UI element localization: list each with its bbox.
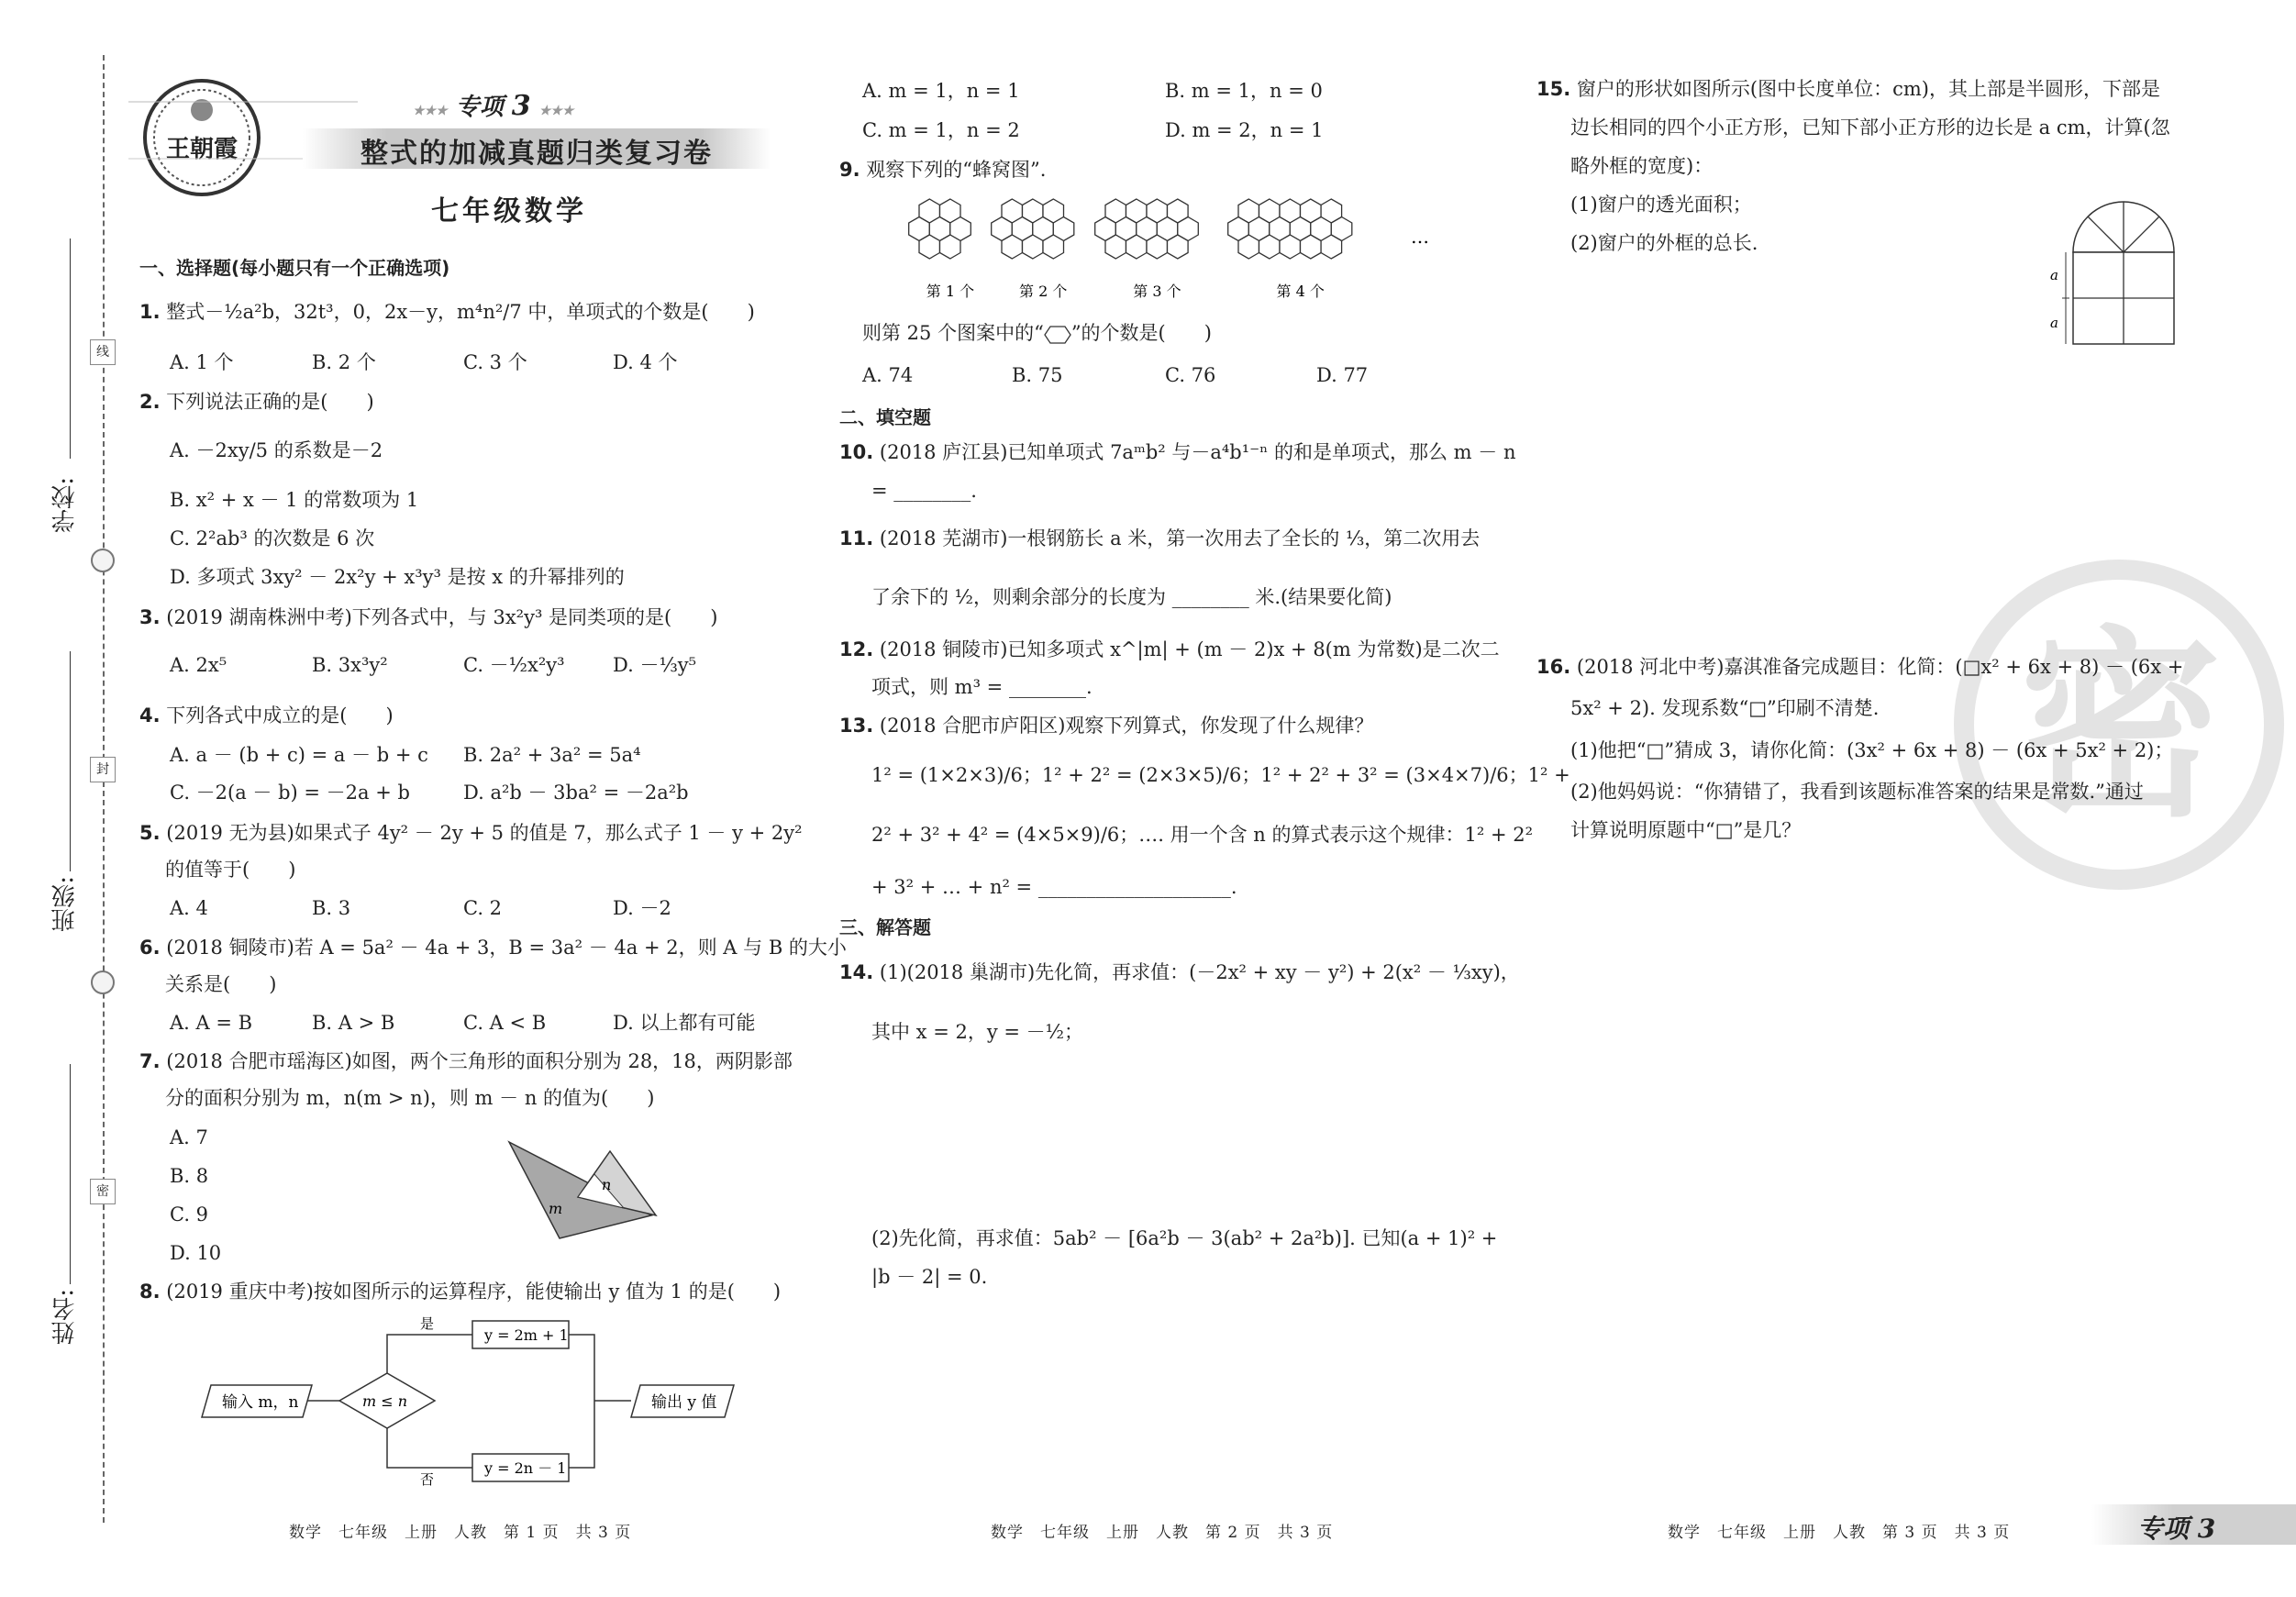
q1-text: 整式－½a²b，32t³，0，2x－y，m⁴n²/7 中，单项式的个数是( ) <box>166 301 755 323</box>
q13-line-2: 2² + 3² + 4² = (4×5×9)/6；…. 用一个含 n 的算式表示这个规律：1² + 2² <box>871 824 1534 846</box>
q8-option-a: A. m = 1，n = 1 <box>862 80 1020 102</box>
honeycomb-cell <box>1002 235 1023 259</box>
honeycomb-cell <box>1126 235 1148 259</box>
q12-num: 12. <box>839 638 874 660</box>
q12-text: (2018 铜陵市)已知多项式 x^|m| + (m － 2)x + 8(m 为常数)是二次二 <box>879 638 1500 660</box>
q11-text: (2018 芜湖市)一根钢筋长 a 米，第一次用去了全长的 ⅓，第二次用去 <box>879 527 1481 549</box>
q9-text-2 <box>862 319 1212 347</box>
q3-option-c: C. －½x²y³ <box>463 654 565 676</box>
q4-num: 4. <box>139 704 161 726</box>
q2-text: 下列说法正确的是( ) <box>166 391 374 413</box>
q7-option-a: A. 7 <box>170 1126 208 1148</box>
fig-label-a-1: a <box>2050 267 2058 283</box>
q14-part-1b: 其中 x = 2，y = －½； <box>871 1021 1083 1043</box>
fig-label-a-2: a <box>2050 315 2058 331</box>
q14-part-1: (1)(2018 巢湖市)先化简，再求值：(－2x² + xy － y²) + 2(x² － ⅓xy)， <box>879 961 1520 983</box>
page-title: 整式的加减真题归类复习卷 <box>360 138 713 170</box>
honeycomb-cell <box>940 235 961 259</box>
q13-line-1: 1² = (1×2×3)/6；1² + 2² = (2×3×5)/6；1² + 2² + 3² = (3×4×7)/6；1² + <box>871 764 1570 786</box>
q13-text: (2018 合肥市庐阳区)观察下列算式，你发现了什么规律？ <box>879 715 1374 737</box>
q9-option-a: A. 74 <box>862 364 914 386</box>
q9-option-d: D. 77 <box>1316 364 1369 386</box>
q5-num: 5. <box>139 822 161 844</box>
honeycomb-cell <box>919 235 940 259</box>
q9-option-b: B. 75 <box>1012 364 1063 386</box>
q6-option-c: C. A < B <box>463 1012 547 1034</box>
honeycomb-cell <box>1023 235 1044 259</box>
q16 <box>1536 653 2183 681</box>
q8-option-c: C. m = 1，n = 2 <box>862 119 1020 141</box>
q16-text: (2018 河北中考)嘉淇准备完成题目：化简：(□x² + 6x + 8) － (6x + <box>1576 656 2184 678</box>
q3 <box>139 604 717 631</box>
q5 <box>139 819 803 847</box>
q2-num: 2. <box>139 391 161 413</box>
q1-option-a: A. 1 个 <box>170 351 234 373</box>
q4-text: 下列各式中成立的是( ) <box>166 704 394 726</box>
q11-num: 11. <box>839 527 874 549</box>
name-label: 姓名: <box>51 1289 79 1345</box>
q1-option-c: C. 3 个 <box>463 351 527 373</box>
honeycomb-label: 第 1 个 <box>926 283 975 300</box>
honeycomb-label: 第 2 个 <box>1019 283 1068 300</box>
q14-num: 14. <box>839 961 874 983</box>
q9-text: 观察下列的“蜂窝图”. <box>866 159 1047 181</box>
q15-sub-2: (2)窗户的外框的总长. <box>1570 232 1758 254</box>
honeycomb-cell <box>1280 235 1301 259</box>
flow-no-box: y = 2n － 1 <box>484 1459 567 1477</box>
q4-option-a: A. a － (b + c) = a － b + c <box>170 744 428 766</box>
honeycomb-cell <box>1147 235 1168 259</box>
class-underline <box>70 651 71 871</box>
q8 <box>139 1278 781 1305</box>
q5-option-d: D. －2 <box>613 897 671 919</box>
q9-num: 9. <box>839 159 860 181</box>
footer-page-2: 数学 七年级 上册 人教 第 2 页 共 3 页 <box>991 1524 1334 1542</box>
q2-option-b: B. x² + x － 1 的常数项为 1 <box>170 489 419 511</box>
special-header <box>413 88 573 122</box>
q13 <box>839 712 1373 739</box>
q5-option-c: C. 2 <box>463 897 503 919</box>
q7-option-b: B. 8 <box>170 1165 209 1187</box>
q3-num: 3. <box>139 606 161 628</box>
class-label: 班级: <box>51 876 79 932</box>
name-underline <box>70 1064 71 1284</box>
stamp-text: 密 <box>2019 609 2222 844</box>
q16-sub-3: 计算说明原题中“□”是几？ <box>1570 819 1802 841</box>
q9-option-c: C. 76 <box>1165 364 1216 386</box>
q16-sub-1: (1)他把“□”猜成 3，请你化简：(3x² + 6x + 8) － (6x + 5x² + 2)； <box>1570 739 2174 761</box>
q12-text-2: 项式，则 m³ = ________. <box>871 676 1093 698</box>
binding-hole-1 <box>91 549 115 572</box>
school-label: 学校: <box>51 477 79 533</box>
q15-window-figure <box>2046 188 2183 353</box>
q3-option-a: A. 2x⁵ <box>170 654 227 676</box>
flow-yes-box: y = 2m + 1 <box>484 1326 569 1344</box>
q16-text-2: 5x² + 2). 发现系数“□”印刷不清楚. <box>1570 697 1880 719</box>
flow-condition: m ≤ n <box>362 1392 408 1410</box>
q6 <box>139 934 847 961</box>
q15-num: 15. <box>1536 78 1571 100</box>
binding-mark-3: 密 <box>90 1179 116 1204</box>
stars-left: ★★★ <box>413 104 448 118</box>
q1-option-b: B. 2 个 <box>312 351 376 373</box>
q2-option-c: C. 2²ab³ 的次数是 6 次 <box>170 527 375 549</box>
q11-text-2: 了余下的 ½，则剩余部分的长度为 ________ 米.(结果要化简) <box>871 586 1392 608</box>
honeycomb-cell <box>1321 235 1342 259</box>
q16-num: 16. <box>1536 656 1571 678</box>
q10-text: (2018 庐江县)已知单项式 7aᵐb² 与－a⁴b¹⁻ⁿ 的和是单项式，那么 m － n <box>879 441 1516 463</box>
logo-text: 王朝霞 <box>165 136 238 163</box>
q4-option-d: D. a²b － 3ba² = －2a²b <box>463 782 689 804</box>
q1-option-d: D. 4 个 <box>613 351 678 373</box>
q10 <box>839 438 1515 466</box>
q2-option-a: A. －2xy/5 的系数是－2 <box>170 439 383 461</box>
q5-text: (2019 无为县)如果式子 4y² － 2y + 5 的值是 7，那么式子 1 － y + 2y² <box>166 822 803 844</box>
q9-honeycomb-figure <box>908 188 1459 316</box>
q15-sub-1: (1)窗户的透光面积； <box>1570 194 1752 216</box>
q4-option-b: B. 2a² + 3a² = 5a⁴ <box>463 744 641 766</box>
q6-option-d: D. 以上都有可能 <box>613 1012 756 1034</box>
flow-input: 输入 m，n <box>222 1393 299 1412</box>
q14-part-2: (2)先化简，再求值：5ab² － [6a²b － 3(ab² + 2a²b)]. 已知(a + 1)² + <box>871 1227 1498 1249</box>
q9 <box>839 156 1046 183</box>
q8-option-b: B. m = 1，n = 0 <box>1165 80 1323 102</box>
q12 <box>839 636 1500 663</box>
flow-yes: 是 <box>420 1315 435 1332</box>
q2 <box>139 388 374 416</box>
q3-text: (2019 湖南株洲中考)下列各式中，与 3x²y³ 是同类项的是( ) <box>166 606 718 628</box>
honeycomb-label: 第 4 个 <box>1276 283 1325 300</box>
honeycomb-cell <box>1105 235 1126 259</box>
q7-triangles-figure <box>495 1133 670 1243</box>
q1-num: 1. <box>139 301 161 323</box>
q7-num: 7. <box>139 1050 161 1072</box>
honeycomb-ellipsis: … <box>1411 226 1429 248</box>
q7 <box>139 1048 793 1075</box>
special-label: 专项 <box>455 94 504 121</box>
q4 <box>139 702 394 729</box>
q2-option-d: D. 多项式 3xy² － 2x²y + x³y³ 是按 x 的升幂排列的 <box>170 566 625 588</box>
flow-no: 否 <box>420 1471 435 1486</box>
stars-right: ★★★ <box>538 104 574 118</box>
q14 <box>839 959 1520 986</box>
q7-text: (2018 合肥市瑶海区)如图，两个三角形的面积分别为 28，18，两阴影部 <box>166 1050 793 1072</box>
q5-option-a: A. 4 <box>170 897 208 919</box>
hexagon-icon <box>1044 325 1071 345</box>
fig-label-m: m <box>549 1200 563 1217</box>
q8-text: (2019 重庆中考)按如图所示的运算程序，能使输出 y 值为 1 的是( ) <box>166 1281 782 1303</box>
q6-option-b: B. A > B <box>312 1012 395 1034</box>
q15-text: 窗户的形状如图所示(图中长度单位：cm)，其上部是半圆形，下部是 <box>1576 78 2160 100</box>
q6-num: 6. <box>139 937 161 959</box>
section-2-title: 二、填空题 <box>839 406 931 428</box>
q13-line-3: + 3² + … + n² = ____________________. <box>871 876 1237 898</box>
honeycomb-cell <box>1301 235 1322 259</box>
q6-text: (2018 铜陵市)若 A = 5a² － 4a + 3，B = 3a² － 4a + 2，则 A 与 B 的大小 <box>166 937 847 959</box>
q8-num: 8. <box>139 1281 161 1303</box>
special-number: 3 <box>511 90 531 122</box>
fig-label-n: n <box>602 1176 612 1193</box>
honeycomb-cell <box>1238 235 1259 259</box>
q9-text-2a: 则第 25 个图案中的“ <box>862 322 1044 344</box>
honeycomb-label: 第 3 个 <box>1133 283 1181 300</box>
q7-option-d: D. 10 <box>170 1242 222 1264</box>
school-underline <box>70 238 71 459</box>
q10-num: 10. <box>839 441 874 463</box>
footer-tag: 专项 3 <box>2137 1514 2216 1544</box>
honeycomb-cell <box>1043 235 1064 259</box>
footer-page-3: 数学 七年级 上册 人教 第 3 页 共 3 页 <box>1668 1524 2011 1542</box>
flow-output: 输出 y 值 <box>651 1393 717 1412</box>
footer-page-1: 数学 七年级 上册 人教 第 1 页 共 3 页 <box>289 1524 632 1542</box>
q3-option-b: B. 3x³y² <box>312 654 388 676</box>
q4-option-c: C. －2(a － b) = －2a + b <box>170 782 410 804</box>
q6-text-2: 关系是( ) <box>165 973 277 995</box>
binding-hole-2 <box>91 970 115 994</box>
q5-option-b: B. 3 <box>312 897 351 919</box>
q10-text-2: = ________. <box>871 480 977 502</box>
q15 <box>1536 75 2160 103</box>
q3-option-d: D. －⅓y⁵ <box>613 654 697 676</box>
q15-text-2: 边长相同的四个小正方形，已知下部小正方形的边长是 a cm，计算(忽 <box>1570 116 2170 139</box>
binding-mark-1: 线 <box>90 339 116 365</box>
q1 <box>139 298 755 326</box>
q6-option-a: A. A = B <box>170 1012 253 1034</box>
q11 <box>839 525 1480 552</box>
q14-part-2b: |b － 2| = 0. <box>871 1266 988 1288</box>
q15-text-3: 略外框的宽度)： <box>1570 155 1714 177</box>
section-1-title: 一、选择题(每小题只有一个正确选项) <box>139 257 450 279</box>
honeycomb-cell <box>1259 235 1281 259</box>
binding-mark-2: 封 <box>90 757 116 782</box>
q13-num: 13. <box>839 715 874 737</box>
page-subtitle: 七年级数学 <box>431 195 587 227</box>
q7-option-c: C. 9 <box>170 1203 209 1225</box>
q7-text-2: 分的面积分别为 m，n(m > n)，则 m － n 的值为( ) <box>165 1087 655 1109</box>
q5-text-2: 的值等于( ) <box>165 859 296 881</box>
section-3-title: 三、解答题 <box>839 916 931 938</box>
q16-sub-2: (2)他妈妈说：“你猜错了，我看到该题标准答案的结果是常数.”通过 <box>1570 781 2144 803</box>
q8-flowchart <box>193 1312 761 1486</box>
confidential-stamp <box>1954 560 2284 890</box>
binding-dashed-line <box>103 55 105 1523</box>
q8-option-d: D. m = 2，n = 1 <box>1165 119 1324 141</box>
q9-text-2b: ”的个数是( ) <box>1070 322 1212 344</box>
honeycomb-cell <box>1168 235 1189 259</box>
